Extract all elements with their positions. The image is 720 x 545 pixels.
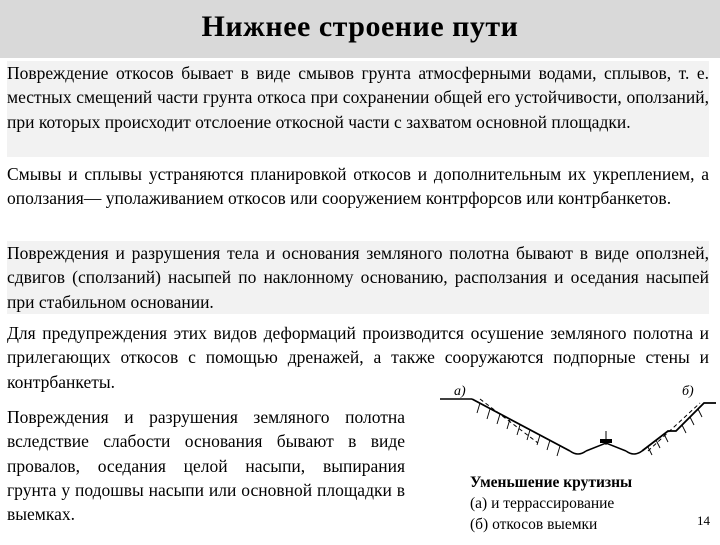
paragraph-body-damage: Повреждения и разрушения тела и основания земляного полотна бывают в виде оползней, сдвигов (сползаний) насыпей по наклонному основанию, расползания и оседания насыпей при стабильном основании. — [7, 241, 709, 314]
right-slope-hatching — [648, 409, 702, 455]
right-slope-terraced — [642, 403, 716, 451]
left-slope-hatching — [477, 403, 560, 456]
caption-line-2: (б) откосов выемки — [470, 516, 598, 533]
label-a: а) — [454, 385, 466, 399]
title-bar — [0, 0, 720, 58]
caption-title: Уменьшение крутизны — [470, 474, 633, 491]
label-b: б) — [682, 385, 694, 399]
paragraph-weak-base: Повреждения и разрушения земляного полотна вследствие слабости основания бывают в виде провалов, оседания целой насыпи, выпирания грунта у подошвы насыпи или основной площадки в выемках. — [7, 407, 405, 525]
left-ditch — [570, 451, 586, 454]
rail-symbol — [600, 439, 612, 443]
page-number: 14 — [697, 513, 710, 528]
caption-line-1: (а) и террассирование — [470, 495, 615, 512]
right-ditch — [626, 451, 642, 454]
left-slope-line — [472, 399, 570, 451]
paragraph-slope-damage: Повреждение откосов бывает в виде смывов грунта атмосферными водами, сплывов, т. е. местных смещений части грунта откоса при сохранении общей его устойчивости, оползаний, при которых происходит отслоение откосной части с захватом основной площадки. — [7, 61, 709, 157]
paragraph-wash-fix: Смывы и сплывы устраняются планировкой откосов и дополнительным их укреплением, а оползания— уполаживанием откосов или сооружением контрфорсов или контрбанкетов. — [7, 164, 709, 209]
page-title: Нижнее строение пути — [201, 10, 519, 43]
left-original-slope — [480, 399, 538, 443]
paragraph-prevention: Для предупреждения этих видов деформаций производится осушение земляного полотна и прилегающих откосов с помощью дренажей, а также сооружаются подпорные стены и контрбанкеты. — [7, 323, 709, 392]
figure-caption — [470, 472, 690, 535]
right-original-slope — [648, 403, 700, 451]
